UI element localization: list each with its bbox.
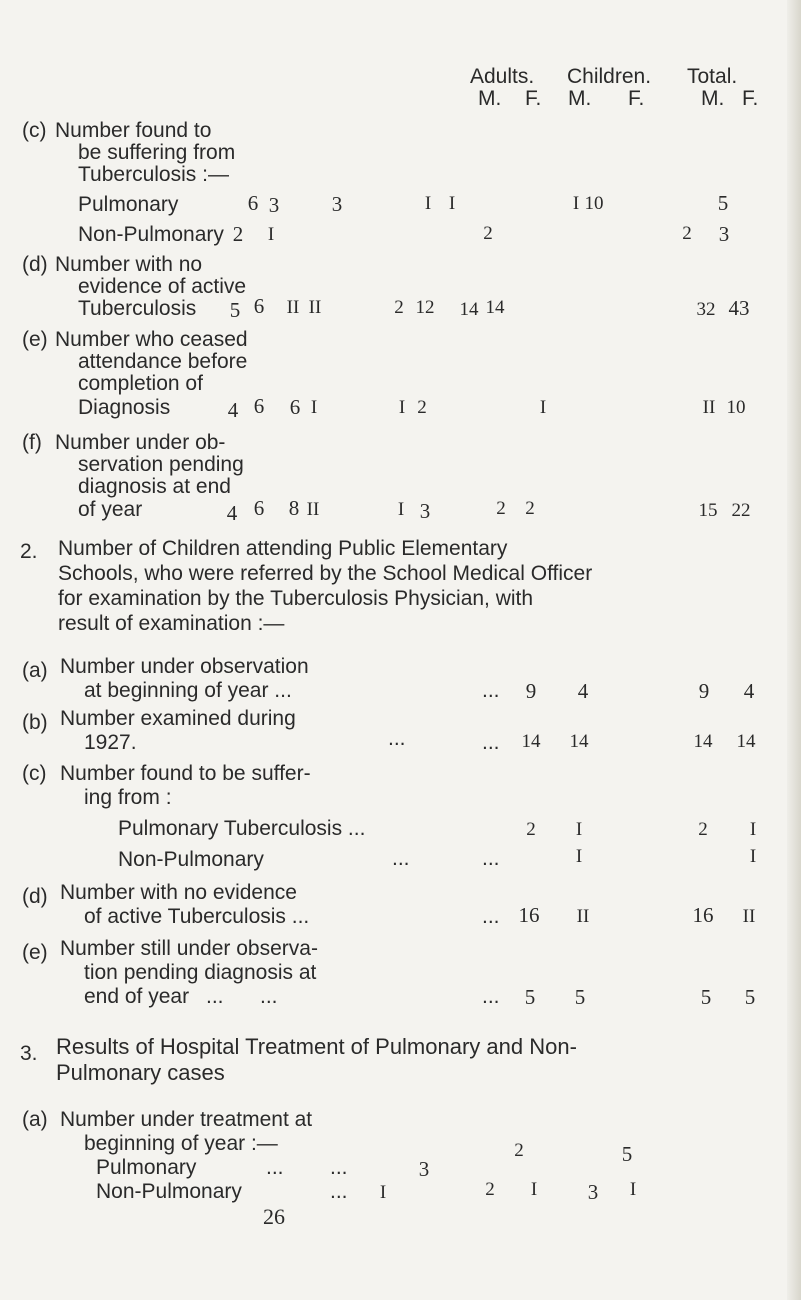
value-cell: 2	[417, 397, 427, 418]
value-cell: 2	[514, 1140, 524, 1161]
value-cell: I	[749, 819, 757, 840]
item-text: be suffering from	[78, 141, 236, 164]
leader-dots: ...	[392, 847, 410, 870]
value-cell: 3	[587, 1180, 599, 1204]
value-cell: 22	[731, 500, 751, 521]
row-label-non-pulmonary: Non-Pulmonary	[78, 223, 224, 246]
row-label-pulmonary: Pulmonary	[96, 1156, 197, 1179]
value-cell: 4	[743, 679, 755, 703]
item-letter: (b)	[22, 711, 48, 734]
value-cell: 3	[419, 499, 431, 523]
row-label: of year	[78, 498, 143, 521]
item-text: Number still under observa-	[60, 937, 318, 960]
value-cell: II	[702, 397, 716, 418]
value-cell: 9	[698, 679, 710, 703]
item-text: end of year	[84, 985, 190, 1008]
value-cell: 5	[717, 191, 729, 215]
item-text: Number under treatment at	[60, 1108, 313, 1131]
page-edge	[787, 0, 801, 1300]
section-text: Pulmonary cases	[56, 1060, 225, 1085]
item-letter: (f)	[22, 431, 42, 454]
value-cell: 4	[226, 501, 238, 525]
item-text: Number examined during	[60, 707, 296, 730]
value-cell: I	[572, 193, 580, 214]
value-cell: 8	[288, 496, 300, 520]
value-cell: 14	[521, 731, 541, 752]
value-cell: 6	[253, 394, 265, 418]
value-cell: I	[267, 224, 275, 245]
header-children-m: M.	[568, 87, 592, 110]
value-cell: 3	[268, 193, 280, 217]
item-text: Number found to be suffer-	[60, 762, 311, 785]
value-cell: 2	[526, 819, 536, 840]
section-text: for examination by the Tuberculosis Physician, with	[58, 587, 534, 610]
value-cell: I	[539, 397, 547, 418]
leader-dots: ...	[482, 905, 500, 928]
value-cell: I	[575, 846, 583, 867]
header-total-m: M.	[701, 87, 725, 110]
value-cell: 6	[289, 395, 301, 419]
item-letter: (c)	[22, 762, 47, 785]
item-text: Number who ceased	[55, 328, 248, 351]
item-text: 1927.	[84, 731, 137, 754]
value-cell: I	[749, 846, 757, 867]
item-letter: (e)	[22, 941, 48, 964]
value-cell: 4	[577, 679, 589, 703]
item-text: Number with no	[55, 253, 203, 276]
value-cell: I	[310, 397, 318, 418]
item-text: servation pending	[78, 453, 244, 476]
header-adults-f: F.	[525, 87, 542, 110]
value-cell: 14	[736, 731, 756, 752]
value-cell: 5	[574, 985, 586, 1009]
value-cell: I	[530, 1179, 538, 1200]
value-cell: 43	[728, 296, 750, 320]
value-cell: II	[286, 297, 300, 318]
item-text: Number with no evidence	[60, 881, 297, 904]
value-cell: 5	[744, 985, 756, 1009]
value-cell: I	[448, 193, 456, 214]
value-cell: I	[629, 1179, 637, 1200]
leader-dots: ...	[388, 727, 406, 750]
leader-dots: ...	[266, 1156, 284, 1179]
value-cell: 16	[692, 903, 714, 927]
leader-dots: ...	[482, 731, 500, 754]
value-cell: 14	[459, 299, 479, 320]
value-cell: 14	[693, 731, 713, 752]
row-label-pulmonary: Pulmonary	[78, 193, 179, 216]
header-children: Children.	[567, 65, 652, 88]
header-adults: Adults.	[470, 65, 535, 88]
item-text: Number found to	[55, 119, 212, 142]
leader-dots: ...	[206, 985, 224, 1008]
value-cell: II	[308, 297, 322, 318]
item-letter: (d)	[22, 253, 48, 276]
leader-dots: ...	[330, 1156, 348, 1179]
value-cell: I	[397, 499, 405, 520]
value-cell: 4	[227, 398, 239, 422]
value-cell: II	[742, 906, 756, 927]
value-cell: 5	[229, 298, 241, 322]
section-text: Results of Hospital Treatment of Pulmonary and Non-	[56, 1034, 577, 1059]
section-number: 3.	[20, 1042, 38, 1065]
value-cell: 14	[485, 297, 505, 318]
value-cell: 2	[525, 498, 535, 519]
item-text: Number under observation	[60, 655, 309, 678]
value-cell: 14	[569, 731, 589, 752]
value-cell: 6	[253, 294, 265, 318]
value-cell: 3	[718, 222, 730, 246]
page-number: 26	[263, 1204, 285, 1229]
row-label-pulmonary-tuberculosis: Pulmonary Tuberculosis ...	[118, 817, 366, 840]
item-letter: (a)	[22, 1108, 48, 1131]
item-letter: (e)	[22, 328, 48, 351]
value-cell: 2	[682, 223, 692, 244]
section-text: Number of Children attending Public Elementary	[58, 537, 508, 560]
item-text: tion pending diagnosis at	[84, 961, 317, 984]
value-cell: 10	[726, 397, 746, 418]
item-text: beginning of year :—	[84, 1132, 278, 1155]
row-label-non-pulmonary: Non-Pulmonary	[96, 1180, 242, 1203]
value-cell: I	[575, 819, 583, 840]
leader-dots: ...	[482, 985, 500, 1008]
value-cell: I	[398, 397, 406, 418]
item-text: Number under ob-	[55, 431, 226, 454]
leader-dots: ...	[482, 847, 500, 870]
value-cell: 2	[496, 498, 506, 519]
value-cell: 32	[696, 299, 716, 320]
value-cell: 2	[394, 297, 404, 318]
header-adults-m: M.	[478, 87, 502, 110]
row-label-non-pulmonary: Non-Pulmonary	[118, 848, 264, 871]
leader-dots: ...	[482, 679, 500, 702]
item-letter: (d)	[22, 885, 48, 908]
value-cell: I	[379, 1182, 387, 1203]
value-cell: 9	[525, 679, 537, 703]
item-text: ing from :	[84, 786, 172, 809]
item-letter: (c)	[22, 119, 47, 142]
item-text: Tuberculosis :—	[78, 163, 229, 186]
value-cell: 16	[518, 903, 540, 927]
value-cell: 10	[584, 193, 604, 214]
item-text: completion of	[78, 372, 203, 395]
value-cell: 6	[247, 191, 259, 215]
value-cell: 2	[485, 1179, 495, 1200]
value-cell: 3	[418, 1157, 430, 1181]
leader-dots: ...	[260, 985, 278, 1008]
item-text: of active Tuberculosis ...	[84, 905, 310, 928]
section-text: Schools, who were referred by the School Medical Officer	[58, 562, 593, 585]
value-cell: 6	[253, 496, 265, 520]
value-cell: 5	[621, 1142, 633, 1166]
value-cell: 5	[700, 985, 712, 1009]
header-children-f: F.	[628, 87, 645, 110]
row-label: Tuberculosis	[78, 297, 197, 320]
header-total: Total.	[687, 65, 738, 88]
value-cell: I	[424, 193, 432, 214]
section-text: result of examination :—	[58, 612, 285, 635]
value-cell: 2	[232, 222, 244, 246]
value-cell: II	[306, 499, 320, 520]
value-cell: II	[576, 906, 590, 927]
value-cell: 15	[698, 500, 718, 521]
leader-dots: ...	[330, 1180, 348, 1203]
item-text: attendance before	[78, 350, 248, 373]
value-cell: 12	[415, 297, 435, 318]
value-cell: 3	[331, 192, 343, 216]
row-label: Diagnosis	[78, 396, 171, 419]
value-cell: 2	[483, 223, 493, 244]
header-total-f: F.	[742, 87, 759, 110]
value-cell: 5	[524, 985, 536, 1009]
item-text: diagnosis at end	[78, 475, 231, 498]
item-text: evidence of active	[78, 275, 247, 298]
item-text: at beginning of year ...	[84, 679, 292, 702]
item-letter: (a)	[22, 659, 48, 682]
section-number: 2.	[20, 540, 38, 563]
value-cell: 2	[698, 819, 708, 840]
